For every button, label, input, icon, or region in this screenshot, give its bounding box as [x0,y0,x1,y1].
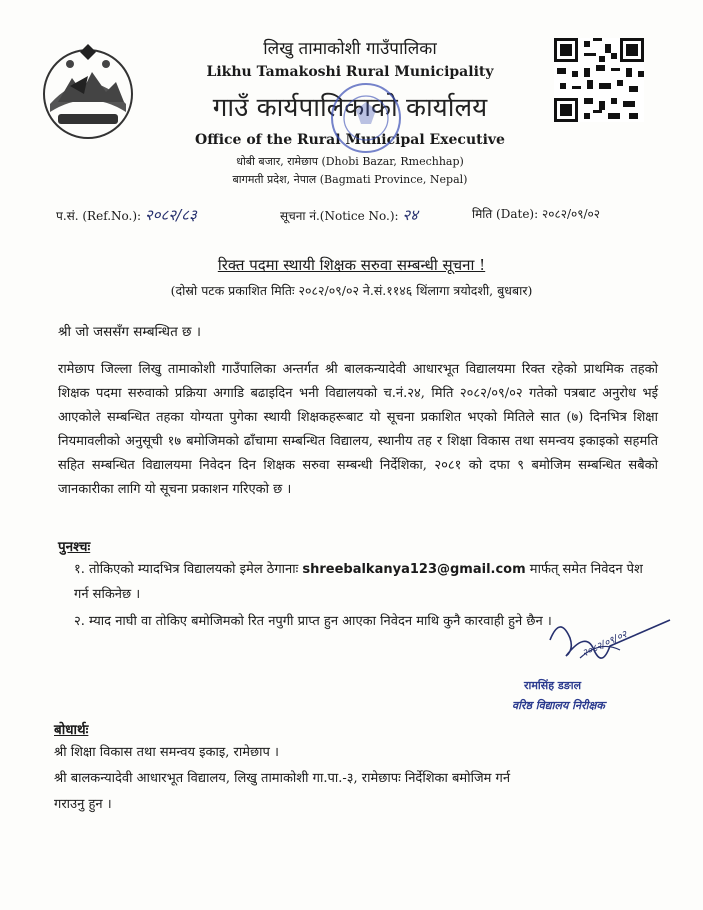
ref-value: २०८२/८३ [144,206,197,224]
address-line-1: धोबी बजार, रामेछाप (Dhobi Bazar, Rmechhap) [236,155,464,168]
date-value: २०८२/०९/०२ [541,207,600,221]
postscript-item-1 [74,557,654,607]
postscript-item-1-prefix: १. तोकिएको म्यादभित्र विद्यालयको इमेल ठेगानाः [74,562,299,577]
office-stamp-icon [326,80,406,156]
notice-label: सूचना नं.(Notice No.): [280,209,399,223]
nepal-emblem-icon [40,42,136,142]
municipality-name-nepali: लिखु तामाकोशी गाउँपालिका [263,39,437,59]
ref-label: प.सं. (Ref.No.): [56,209,142,223]
notice-subtitle: (दोस्रो पटक प्रकाशित मितिः २०८२/०९/०२ ने.सं.११४६ थिंलागा त्रयोदशी, बुधबार) [170,283,533,298]
school-email: shreebalkanya123@gmail.com [302,562,526,577]
salutation: श्री जो जससँग सम्बन्धित छ । [58,324,201,340]
date [472,205,600,222]
postscript-item-1-suffix: मार्फत् समेत निवेदन पेश गर्न सकिनेछ । [74,562,643,602]
signatory-name: रामसिंह डङाल [524,679,582,692]
cc-line-2: श्री बालकन्यादेवी आधारभूत विद्यालय, लिखु तामाकोशी गा.पा.-३, रामेछापः निर्देशिका बमोजिम गर्न [54,771,511,786]
notice-body: रामेछाप जिल्ला लिखु तामाकोशी गाउँपालिका अन्तर्गत श्री बालकन्यादेवी आधारभूत विद्यालयमा रिक्त रहेको प्राथमिक तहको शिक्षक पदमा सरुवाको प्रक्रिया अगाडि बढाइदिन भनी विद्यालयको च.नं.२४, मिति २०८२/०९/०२ गतेको पत्रबाट अनुरोध भई आएकोले सम्बन्धित तहका योग्यता पुगेका स्थायी शिक्षकहरूबाट यो सूचना प्रकाशित भएको मितिले सात (७) दिनभित्र शिक्षा नियमावलीको अनुसूची १७ बमोजिमको ढाँचामा सम्बन्धित विद्यालय, स्थानीय तह र शिक्षा विकास तथा समन्वय इकाइको सहमति सहित सम्बन्धित विद्यालयमा निवेदन दिन शिक्षक सरुवा सम्बन्धी निर्देशिका, २०८१ को दफा ९ बमोजिम सम्बन्धित सबैको जानकारीका लागि यो सूचना प्रकाशन गरिएको छ । [58,362,658,497]
cc-line-1: श्री शिक्षा विकास तथा समन्वय इकाइ, रामेछाप । [54,745,279,760]
cc-line-3: गराउनु हुन । [54,797,112,812]
date-label: मिति (Date): [472,207,539,221]
qr-code-icon [554,38,644,122]
signatory-title: वरिष्ठ विद्यालय निरीक्षक [512,699,605,712]
notice-number [280,205,418,225]
ref-number [56,205,197,225]
postscript-title: पुनश्चः [58,539,91,555]
notice-title: रिक्त पदमा स्थायी शिक्षक सरुवा सम्बन्धी सूचना ! [217,256,486,274]
signature-date: २०८२/०९/०२ [580,629,630,660]
notice-value: २४ [402,206,418,224]
cc-title: बोधार्थः [54,722,89,738]
office-title-nepali: गाउँ कार्यपालिकाको कार्यालय [212,93,488,123]
municipality-name-english: Likhu Tamakoshi Rural Municipality [206,64,494,80]
address-line-2: बागमती प्रदेश, नेपाल (Bagmati Province, Nepal) [232,173,468,186]
postscript-item-2: २. म्याद नाघी वा तोकिए बमोजिमको रित नपुगी प्राप्त हुन आएका निवेदन माथि कुनै कारवाही हुने छैन । [74,614,552,629]
office-title-english: Office of the Rural Municipal Executive [195,132,505,148]
